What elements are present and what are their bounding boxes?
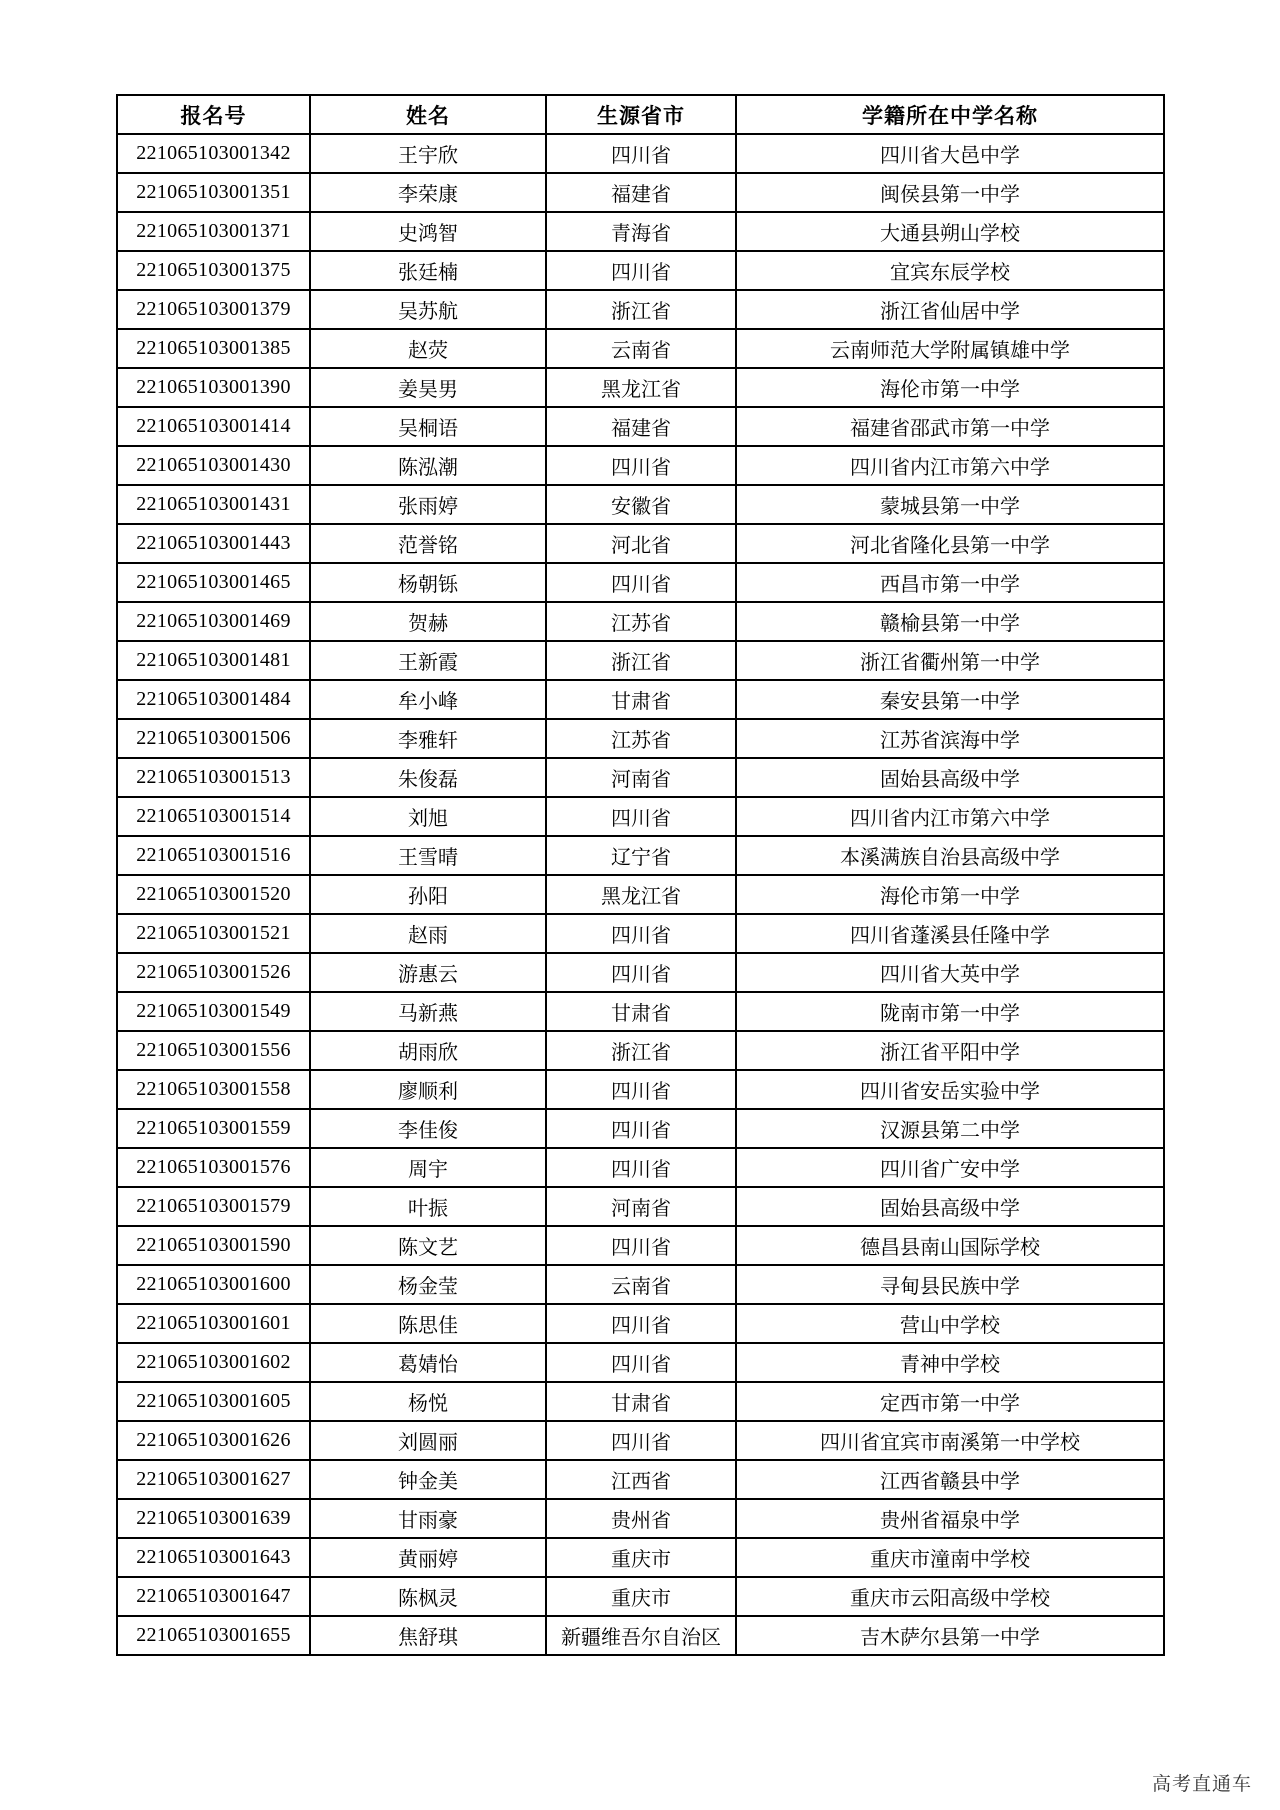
school-name-cell: 德昌县南山国际学校 xyxy=(736,1226,1164,1265)
table-row xyxy=(117,1499,1164,1538)
table-row xyxy=(117,1538,1164,1577)
source-province-cell: 黑龙江省 xyxy=(546,875,736,914)
student-name-cell: 朱俊磊 xyxy=(310,758,546,797)
student-name-cell: 甘雨豪 xyxy=(310,1499,546,1538)
student-name-cell: 杨朝铄 xyxy=(310,563,546,602)
source-province-cell: 甘肃省 xyxy=(546,992,736,1031)
registration-number-cell: 221065103001514 xyxy=(117,797,310,836)
student-name-cell: 葛婧怡 xyxy=(310,1343,546,1382)
source-province-cell: 河南省 xyxy=(546,1187,736,1226)
header-school-name: 学籍所在中学名称 xyxy=(736,95,1164,134)
table-row xyxy=(117,368,1164,407)
school-name-cell: 固始县高级中学 xyxy=(736,758,1164,797)
header-registration-number: 报名号 xyxy=(117,95,310,134)
registration-number-cell: 221065103001655 xyxy=(117,1616,310,1655)
table-row xyxy=(117,173,1164,212)
table-row xyxy=(117,1421,1164,1460)
table-row xyxy=(117,446,1164,485)
registration-number-cell: 221065103001465 xyxy=(117,563,310,602)
header-source-province: 生源省市 xyxy=(546,95,736,134)
registration-number-cell: 221065103001431 xyxy=(117,485,310,524)
table-row xyxy=(117,719,1164,758)
school-name-cell: 本溪满族自治县高级中学 xyxy=(736,836,1164,875)
registration-number-cell: 221065103001643 xyxy=(117,1538,310,1577)
school-name-cell: 海伦市第一中学 xyxy=(736,368,1164,407)
source-province-cell: 河北省 xyxy=(546,524,736,563)
student-name-cell: 杨金莹 xyxy=(310,1265,546,1304)
registration-number-cell: 221065103001647 xyxy=(117,1577,310,1616)
registration-number-cell: 221065103001414 xyxy=(117,407,310,446)
registration-number-cell: 221065103001375 xyxy=(117,251,310,290)
student-name-cell: 李佳俊 xyxy=(310,1109,546,1148)
school-name-cell: 吉木萨尔县第一中学 xyxy=(736,1616,1164,1655)
source-province-cell: 四川省 xyxy=(546,797,736,836)
student-name-cell: 王宇欣 xyxy=(310,134,546,173)
table-row xyxy=(117,1616,1164,1655)
table-header-row xyxy=(117,95,1164,134)
registration-number-cell: 221065103001559 xyxy=(117,1109,310,1148)
table-row xyxy=(117,836,1164,875)
school-name-cell: 四川省安岳实验中学 xyxy=(736,1070,1164,1109)
student-name-cell: 陈枫灵 xyxy=(310,1577,546,1616)
table-row xyxy=(117,1265,1164,1304)
school-name-cell: 江苏省滨海中学 xyxy=(736,719,1164,758)
table-row xyxy=(117,1031,1164,1070)
school-name-cell: 秦安县第一中学 xyxy=(736,680,1164,719)
source-province-cell: 四川省 xyxy=(546,1304,736,1343)
table-row xyxy=(117,563,1164,602)
table-row xyxy=(117,212,1164,251)
registration-number-cell: 221065103001443 xyxy=(117,524,310,563)
registration-number-cell: 221065103001390 xyxy=(117,368,310,407)
student-name-cell: 黄丽婷 xyxy=(310,1538,546,1577)
table-row xyxy=(117,641,1164,680)
source-province-cell: 四川省 xyxy=(546,1343,736,1382)
registration-number-cell: 221065103001506 xyxy=(117,719,310,758)
source-province-cell: 浙江省 xyxy=(546,1031,736,1070)
student-name-cell: 孙阳 xyxy=(310,875,546,914)
source-province-cell: 重庆市 xyxy=(546,1538,736,1577)
school-name-cell: 营山中学校 xyxy=(736,1304,1164,1343)
student-name-cell: 吴桐语 xyxy=(310,407,546,446)
source-province-cell: 青海省 xyxy=(546,212,736,251)
table-row xyxy=(117,1070,1164,1109)
school-name-cell: 西昌市第一中学 xyxy=(736,563,1164,602)
source-province-cell: 四川省 xyxy=(546,134,736,173)
source-province-cell: 福建省 xyxy=(546,407,736,446)
table-row xyxy=(117,680,1164,719)
school-name-cell: 四川省内江市第六中学 xyxy=(736,446,1164,485)
registration-number-cell: 221065103001556 xyxy=(117,1031,310,1070)
source-province-cell: 云南省 xyxy=(546,329,736,368)
registration-number-cell: 221065103001600 xyxy=(117,1265,310,1304)
student-name-cell: 杨悦 xyxy=(310,1382,546,1421)
student-name-cell: 史鸿智 xyxy=(310,212,546,251)
source-province-cell: 福建省 xyxy=(546,173,736,212)
source-province-cell: 河南省 xyxy=(546,758,736,797)
school-name-cell: 固始县高级中学 xyxy=(736,1187,1164,1226)
school-name-cell: 重庆市云阳高级中学校 xyxy=(736,1577,1164,1616)
table-row xyxy=(117,1304,1164,1343)
school-name-cell: 江西省赣县中学 xyxy=(736,1460,1164,1499)
source-province-cell: 甘肃省 xyxy=(546,680,736,719)
table-row xyxy=(117,329,1164,368)
student-name-cell: 李雅轩 xyxy=(310,719,546,758)
table-row xyxy=(117,797,1164,836)
registration-number-cell: 221065103001371 xyxy=(117,212,310,251)
source-province-cell: 四川省 xyxy=(546,1148,736,1187)
registration-number-cell: 221065103001385 xyxy=(117,329,310,368)
registration-number-cell: 221065103001513 xyxy=(117,758,310,797)
registration-number-cell: 221065103001469 xyxy=(117,602,310,641)
source-province-cell: 四川省 xyxy=(546,953,736,992)
table-row xyxy=(117,1226,1164,1265)
student-name-cell: 王新霞 xyxy=(310,641,546,680)
registration-number-cell: 221065103001484 xyxy=(117,680,310,719)
registration-number-cell: 221065103001626 xyxy=(117,1421,310,1460)
student-name-cell: 周宇 xyxy=(310,1148,546,1187)
student-name-cell: 王雪晴 xyxy=(310,836,546,875)
registration-number-cell: 221065103001605 xyxy=(117,1382,310,1421)
registration-number-cell: 221065103001351 xyxy=(117,173,310,212)
school-name-cell: 四川省大英中学 xyxy=(736,953,1164,992)
table-row xyxy=(117,758,1164,797)
table-row xyxy=(117,875,1164,914)
registration-number-cell: 221065103001602 xyxy=(117,1343,310,1382)
school-name-cell: 海伦市第一中学 xyxy=(736,875,1164,914)
student-name-cell: 焦舒琪 xyxy=(310,1616,546,1655)
table-row xyxy=(117,134,1164,173)
source-province-cell: 甘肃省 xyxy=(546,1382,736,1421)
source-province-cell: 四川省 xyxy=(546,1226,736,1265)
school-name-cell: 云南师范大学附属镇雄中学 xyxy=(736,329,1164,368)
registration-number-cell: 221065103001576 xyxy=(117,1148,310,1187)
school-name-cell: 重庆市潼南中学校 xyxy=(736,1538,1164,1577)
school-name-cell: 河北省隆化县第一中学 xyxy=(736,524,1164,563)
registration-number-cell: 221065103001521 xyxy=(117,914,310,953)
student-name-cell: 钟金美 xyxy=(310,1460,546,1499)
school-name-cell: 福建省邵武市第一中学 xyxy=(736,407,1164,446)
school-name-cell: 四川省蓬溪县任隆中学 xyxy=(736,914,1164,953)
table-row xyxy=(117,1382,1164,1421)
source-province-cell: 浙江省 xyxy=(546,641,736,680)
table-row xyxy=(117,1577,1164,1616)
source-province-cell: 四川省 xyxy=(546,1421,736,1460)
student-name-cell: 张雨婷 xyxy=(310,485,546,524)
student-name-cell: 刘旭 xyxy=(310,797,546,836)
source-province-cell: 四川省 xyxy=(546,1070,736,1109)
student-name-cell: 胡雨欣 xyxy=(310,1031,546,1070)
school-name-cell: 浙江省平阳中学 xyxy=(736,1031,1164,1070)
student-name-cell: 陈思佳 xyxy=(310,1304,546,1343)
table-row xyxy=(117,1460,1164,1499)
registration-number-cell: 221065103001342 xyxy=(117,134,310,173)
table-row xyxy=(117,1109,1164,1148)
school-name-cell: 贵州省福泉中学 xyxy=(736,1499,1164,1538)
table-row xyxy=(117,290,1164,329)
school-name-cell: 寻甸县民族中学 xyxy=(736,1265,1164,1304)
table-row xyxy=(117,485,1164,524)
school-name-cell: 汉源县第二中学 xyxy=(736,1109,1164,1148)
registration-number-cell: 221065103001481 xyxy=(117,641,310,680)
student-name-cell: 吴苏航 xyxy=(310,290,546,329)
school-name-cell: 四川省内江市第六中学 xyxy=(736,797,1164,836)
table-body xyxy=(117,134,1164,1655)
student-name-cell: 游惠云 xyxy=(310,953,546,992)
student-name-cell: 牟小峰 xyxy=(310,680,546,719)
source-province-cell: 四川省 xyxy=(546,563,736,602)
table-row xyxy=(117,524,1164,563)
source-province-cell: 四川省 xyxy=(546,446,736,485)
source-province-cell: 重庆市 xyxy=(546,1577,736,1616)
registration-number-cell: 221065103001590 xyxy=(117,1226,310,1265)
student-name-cell: 赵荧 xyxy=(310,329,546,368)
registration-number-cell: 221065103001516 xyxy=(117,836,310,875)
student-name-cell: 陈泓潮 xyxy=(310,446,546,485)
table-row xyxy=(117,914,1164,953)
school-name-cell: 陇南市第一中学 xyxy=(736,992,1164,1031)
table-row xyxy=(117,251,1164,290)
school-name-cell: 闽侯县第一中学 xyxy=(736,173,1164,212)
school-name-cell: 青神中学校 xyxy=(736,1343,1164,1382)
school-name-cell: 宜宾东辰学校 xyxy=(736,251,1164,290)
registration-number-cell: 221065103001379 xyxy=(117,290,310,329)
source-province-cell: 江苏省 xyxy=(546,719,736,758)
school-name-cell: 四川省广安中学 xyxy=(736,1148,1164,1187)
source-province-cell: 江西省 xyxy=(546,1460,736,1499)
school-name-cell: 浙江省仙居中学 xyxy=(736,290,1164,329)
student-name-cell: 廖顺利 xyxy=(310,1070,546,1109)
school-name-cell: 浙江省衢州第一中学 xyxy=(736,641,1164,680)
registration-number-cell: 221065103001526 xyxy=(117,953,310,992)
registration-number-cell: 221065103001627 xyxy=(117,1460,310,1499)
source-province-cell: 四川省 xyxy=(546,1109,736,1148)
student-name-cell: 姜昊男 xyxy=(310,368,546,407)
watermark-text: 高考直通车 xyxy=(1151,1773,1252,1795)
student-name-cell: 范誉铭 xyxy=(310,524,546,563)
student-name-cell: 李荣康 xyxy=(310,173,546,212)
table-row xyxy=(117,992,1164,1031)
student-name-cell: 赵雨 xyxy=(310,914,546,953)
student-name-cell: 马新燕 xyxy=(310,992,546,1031)
school-name-cell: 大通县朔山学校 xyxy=(736,212,1164,251)
school-name-cell: 蒙城县第一中学 xyxy=(736,485,1164,524)
table-row xyxy=(117,1148,1164,1187)
school-name-cell: 定西市第一中学 xyxy=(736,1382,1164,1421)
table-row xyxy=(117,1343,1164,1382)
admission-roster-table xyxy=(116,94,1165,1656)
table-row xyxy=(117,1187,1164,1226)
student-name-cell: 陈文艺 xyxy=(310,1226,546,1265)
student-name-cell: 刘圆丽 xyxy=(310,1421,546,1460)
source-province-cell: 贵州省 xyxy=(546,1499,736,1538)
school-name-cell: 赣榆县第一中学 xyxy=(736,602,1164,641)
source-province-cell: 安徽省 xyxy=(546,485,736,524)
registration-number-cell: 221065103001579 xyxy=(117,1187,310,1226)
student-name-cell: 张廷楠 xyxy=(310,251,546,290)
registration-number-cell: 221065103001549 xyxy=(117,992,310,1031)
source-province-cell: 四川省 xyxy=(546,251,736,290)
source-province-cell: 四川省 xyxy=(546,914,736,953)
table-row xyxy=(117,407,1164,446)
source-province-cell: 新疆维吾尔自治区 xyxy=(546,1616,736,1655)
registration-number-cell: 221065103001558 xyxy=(117,1070,310,1109)
student-name-cell: 叶振 xyxy=(310,1187,546,1226)
table-row xyxy=(117,953,1164,992)
header-name: 姓名 xyxy=(310,95,546,134)
table-row xyxy=(117,602,1164,641)
school-name-cell: 四川省大邑中学 xyxy=(736,134,1164,173)
source-province-cell: 浙江省 xyxy=(546,290,736,329)
registration-number-cell: 221065103001520 xyxy=(117,875,310,914)
registration-number-cell: 221065103001639 xyxy=(117,1499,310,1538)
student-name-cell: 贺赫 xyxy=(310,602,546,641)
school-name-cell: 四川省宜宾市南溪第一中学校 xyxy=(736,1421,1164,1460)
source-province-cell: 江苏省 xyxy=(546,602,736,641)
source-province-cell: 黑龙江省 xyxy=(546,368,736,407)
source-province-cell: 云南省 xyxy=(546,1265,736,1304)
source-province-cell: 辽宁省 xyxy=(546,836,736,875)
registration-number-cell: 221065103001430 xyxy=(117,446,310,485)
registration-number-cell: 221065103001601 xyxy=(117,1304,310,1343)
